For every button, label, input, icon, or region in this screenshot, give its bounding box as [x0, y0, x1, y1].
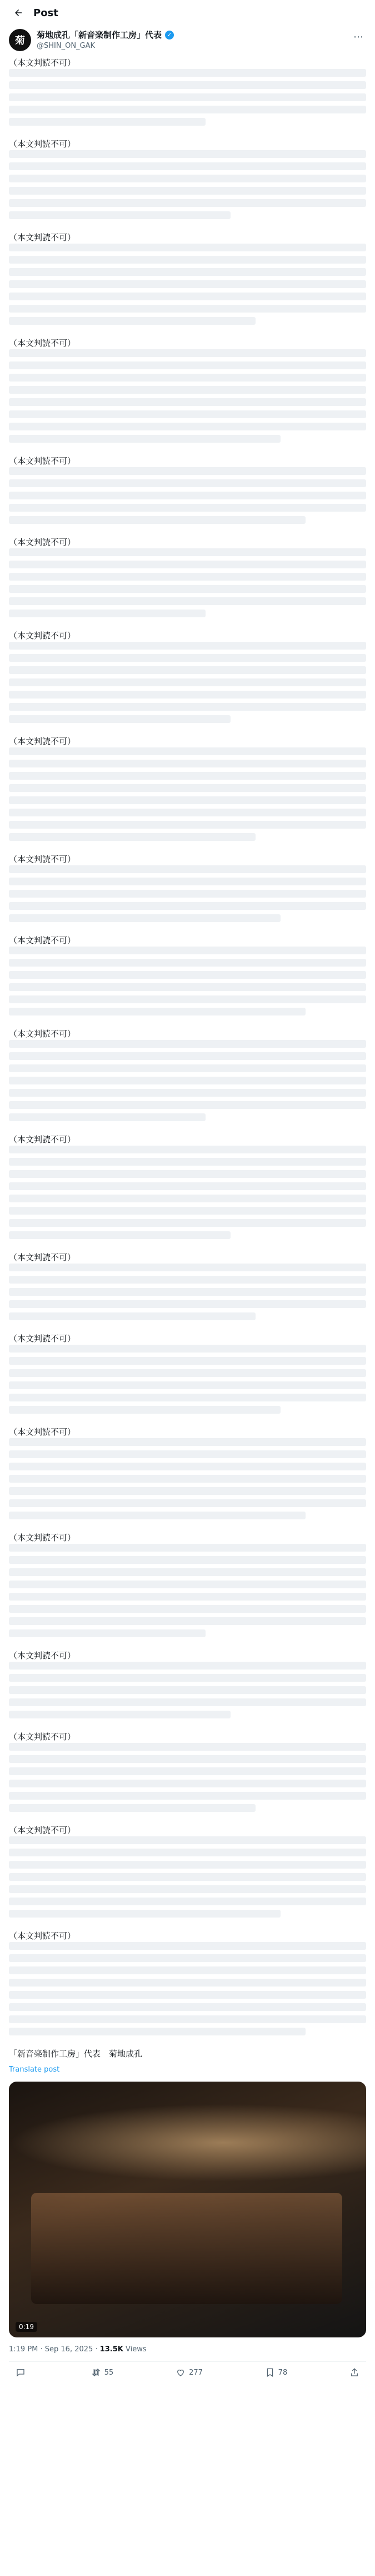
post-paragraph-text: （本文判読不可）	[9, 139, 76, 149]
text-line-placeholder	[9, 1991, 366, 1999]
text-line-placeholder	[9, 1849, 366, 1856]
views-label: Views	[126, 2345, 147, 2354]
text-line-placeholder	[9, 1954, 366, 1962]
post-paragraph-text: （本文判読不可）	[9, 232, 76, 242]
text-line-placeholder	[9, 2015, 366, 2023]
text-line-placeholder	[9, 1113, 206, 1121]
page-title: Post	[33, 7, 58, 19]
text-line-placeholder	[9, 361, 366, 369]
text-line-placeholder	[9, 678, 366, 686]
text-line-placeholder	[9, 2003, 366, 2011]
like-count: 277	[189, 2368, 203, 2377]
text-line-placeholder	[9, 280, 366, 288]
text-line-placeholder	[9, 666, 366, 674]
post-paragraph	[9, 1532, 366, 1637]
text-line-placeholder	[9, 1617, 366, 1625]
text-line-placeholder	[9, 1158, 366, 1166]
video-scene	[31, 2193, 342, 2304]
text-line-placeholder	[9, 1487, 366, 1495]
text-line-placeholder	[9, 1861, 366, 1869]
verified-badge-icon: ✓	[165, 31, 174, 39]
text-line-placeholder	[9, 162, 366, 170]
text-line-placeholder	[9, 1288, 366, 1296]
repost-count: 55	[104, 2368, 114, 2377]
text-line-placeholder	[9, 1369, 366, 1377]
text-line-placeholder	[9, 1264, 366, 1271]
text-line-placeholder	[9, 293, 366, 300]
repost-icon	[91, 2367, 101, 2377]
text-line-placeholder	[9, 1357, 366, 1365]
text-line-placeholder	[9, 150, 366, 158]
text-line-placeholder	[9, 784, 366, 792]
bookmark-count: 78	[278, 2368, 288, 2377]
text-line-placeholder	[9, 1605, 366, 1613]
text-line-placeholder	[9, 504, 366, 512]
post-paragraph-text: （本文判読不可）	[9, 58, 76, 68]
text-line-placeholder	[9, 1593, 366, 1601]
text-line-placeholder	[9, 585, 366, 593]
display-name[interactable]: 菊地成孔「新音楽制作工房」代表	[37, 30, 162, 40]
text-line-placeholder	[9, 175, 366, 182]
text-line-placeholder	[9, 1300, 366, 1308]
post-paragraph	[9, 337, 366, 443]
post-timestamp[interactable]: 1:19 PM · Sep 16, 2025	[9, 2345, 93, 2354]
post-paragraph-text: （本文判読不可）	[9, 1732, 76, 1742]
text-line-placeholder	[9, 914, 281, 922]
text-line-placeholder	[9, 1755, 366, 1763]
text-line-placeholder	[9, 1942, 366, 1950]
author-row	[0, 26, 375, 51]
text-line-placeholder	[9, 548, 366, 556]
text-line-placeholder	[9, 199, 366, 207]
text-line-placeholder	[9, 747, 366, 755]
post-paragraph-text: （本文判読不可）	[9, 631, 76, 641]
author-names	[37, 29, 351, 50]
text-line-placeholder	[9, 1231, 231, 1239]
heart-icon	[176, 2367, 186, 2377]
text-line-placeholder	[9, 305, 366, 313]
text-line-placeholder	[9, 691, 366, 699]
post-paragraph	[9, 138, 366, 219]
post-paragraph-text: （本文判読不可）	[9, 1651, 76, 1661]
text-line-placeholder	[9, 878, 366, 885]
text-line-placeholder	[9, 1873, 366, 1881]
post-signature: 「新音楽制作工房」代表 菊地成孔	[9, 2049, 143, 2059]
text-line-placeholder	[9, 1885, 366, 1893]
text-line-placeholder	[9, 1052, 366, 1060]
text-line-placeholder	[9, 256, 366, 264]
post-paragraph	[9, 1649, 366, 1718]
text-line-placeholder	[9, 1146, 366, 1153]
post-paragraph	[9, 853, 366, 922]
text-line-placeholder	[9, 1556, 366, 1564]
text-line-placeholder	[9, 902, 366, 910]
text-line-placeholder	[9, 1662, 366, 1670]
text-line-placeholder	[9, 1581, 366, 1588]
post-paragraph	[9, 1133, 366, 1239]
post-paragraph	[9, 735, 366, 841]
post-paragraph	[9, 1251, 366, 1320]
text-line-placeholder	[9, 2028, 306, 2035]
text-line-placeholder	[9, 398, 366, 406]
text-line-placeholder	[9, 959, 366, 967]
video-player[interactable]	[9, 2082, 366, 2337]
text-line-placeholder	[9, 410, 366, 418]
bookmark-icon	[265, 2367, 275, 2377]
text-line-placeholder	[9, 1780, 366, 1787]
text-line-placeholder	[9, 1345, 366, 1353]
text-line-placeholder	[9, 317, 256, 325]
repost-button[interactable]	[91, 2367, 114, 2377]
text-line-placeholder	[9, 995, 366, 1003]
text-line-placeholder	[9, 81, 366, 89]
meta-separator: ·	[95, 2345, 100, 2354]
text-line-placeholder	[9, 1040, 366, 1048]
text-line-placeholder	[9, 435, 281, 443]
text-line-placeholder	[9, 796, 366, 804]
text-line-placeholder	[9, 467, 366, 475]
text-line-placeholder	[9, 423, 366, 430]
text-line-placeholder	[9, 1698, 366, 1706]
post-paragraph-text: （本文判読不可）	[9, 854, 76, 864]
text-line-placeholder	[9, 573, 366, 581]
text-line-placeholder	[9, 1674, 366, 1682]
video-duration: 0:19	[16, 2322, 37, 2332]
display-name-line	[37, 29, 351, 41]
back-button[interactable]	[9, 3, 28, 22]
top-bar	[0, 0, 375, 26]
text-line-placeholder	[9, 1743, 366, 1751]
text-line-placeholder	[9, 374, 366, 382]
text-line-placeholder	[9, 971, 366, 979]
text-line-placeholder	[9, 809, 366, 816]
text-line-placeholder	[9, 1463, 366, 1470]
text-line-placeholder	[9, 1008, 306, 1015]
post-paragraph-text: （本文判読不可）	[9, 1931, 76, 1941]
text-line-placeholder	[9, 983, 366, 991]
text-line-placeholder	[9, 93, 366, 101]
text-line-placeholder	[9, 947, 366, 954]
text-line-placeholder	[9, 610, 206, 617]
post-paragraph	[9, 455, 366, 524]
post-paragraph-text: （本文判読不可）	[9, 338, 76, 348]
post-paragraph-text: （本文判読不可）	[9, 1135, 76, 1145]
share-icon	[349, 2367, 359, 2377]
post-paragraph-text: （本文判読不可）	[9, 1533, 76, 1543]
text-line-placeholder	[9, 349, 366, 357]
text-line-placeholder	[9, 1544, 366, 1552]
post-body	[0, 51, 375, 2074]
video-scene	[9, 2104, 366, 2182]
text-line-placeholder	[9, 1767, 366, 1775]
text-line-placeholder	[9, 597, 366, 605]
post-paragraph	[9, 1028, 366, 1121]
post-paragraph	[9, 536, 366, 617]
post-meta	[0, 2337, 375, 2354]
text-line-placeholder	[9, 1910, 281, 1918]
text-line-placeholder	[9, 1276, 366, 1284]
text-line-placeholder	[9, 1568, 366, 1576]
text-line-placeholder	[9, 865, 366, 873]
text-line-placeholder	[9, 703, 366, 711]
post-paragraph-text: （本文判読不可）	[9, 1252, 76, 1262]
post-paragraph-text: （本文判読不可）	[9, 1029, 76, 1039]
text-line-placeholder	[9, 1406, 281, 1414]
text-line-placeholder	[9, 772, 366, 780]
text-line-placeholder	[9, 561, 366, 568]
post-paragraph	[9, 57, 366, 126]
action-bar	[0, 2362, 375, 2383]
text-line-placeholder	[9, 1182, 366, 1190]
post-paragraph	[9, 1332, 366, 1414]
text-line-placeholder	[9, 1979, 366, 1987]
text-line-placeholder	[9, 715, 231, 723]
arrow-left-icon	[13, 8, 23, 18]
text-line-placeholder	[9, 492, 366, 499]
post-paragraph	[9, 1824, 366, 1918]
post-paragraph-text: （本文判読不可）	[9, 1825, 76, 1835]
text-line-placeholder	[9, 833, 256, 841]
view-count: 13.5K	[99, 2345, 123, 2354]
text-line-placeholder	[9, 760, 366, 767]
text-line-placeholder	[9, 821, 366, 829]
text-line-placeholder	[9, 1629, 206, 1637]
text-line-placeholder	[9, 654, 366, 662]
text-line-placeholder	[9, 1195, 366, 1202]
post-paragraphs	[9, 57, 366, 2035]
text-line-placeholder	[9, 106, 366, 113]
post-paragraph-text: （本文判読不可）	[9, 1427, 76, 1437]
text-line-placeholder	[9, 268, 366, 276]
post-paragraph-text: （本文判読不可）	[9, 456, 76, 466]
text-line-placeholder	[9, 69, 366, 77]
post-paragraph	[9, 630, 366, 723]
text-line-placeholder	[9, 1792, 366, 1800]
text-line-placeholder	[9, 1207, 366, 1215]
post-paragraph	[9, 934, 366, 1015]
post-paragraph	[9, 1731, 366, 1812]
post-paragraph-text: （本文判読不可）	[9, 537, 76, 547]
text-line-placeholder	[9, 1475, 366, 1483]
text-line-placeholder	[9, 1804, 256, 1812]
text-line-placeholder	[9, 244, 366, 251]
text-line-placeholder	[9, 1512, 306, 1519]
text-line-placeholder	[9, 1077, 366, 1084]
bookmark-button[interactable]	[265, 2367, 288, 2377]
text-line-placeholder	[9, 1381, 366, 1389]
text-line-placeholder	[9, 386, 366, 394]
text-line-placeholder	[9, 1101, 366, 1109]
text-line-placeholder	[9, 1711, 231, 1718]
text-line-placeholder	[9, 1499, 366, 1507]
text-line-placeholder	[9, 1438, 366, 1446]
like-button[interactable]	[176, 2367, 203, 2377]
translate-link[interactable]: Translate post	[9, 2065, 60, 2074]
author-handle[interactable]: @SHIN_ON_GAK	[37, 42, 96, 50]
reply-button[interactable]	[16, 2367, 29, 2377]
more-options-icon[interactable]: ⋯	[353, 31, 363, 43]
text-line-placeholder	[9, 516, 306, 524]
post-paragraph	[9, 1426, 366, 1519]
text-line-placeholder	[9, 1312, 256, 1320]
post-paragraph	[9, 231, 366, 325]
post-paragraph	[9, 1930, 366, 2035]
text-line-placeholder	[9, 1170, 366, 1178]
text-line-placeholder	[9, 1898, 366, 1905]
text-line-placeholder	[9, 479, 366, 487]
text-line-placeholder	[9, 118, 206, 126]
post-paragraph-text: （本文判読不可）	[9, 736, 76, 746]
text-line-placeholder	[9, 1686, 366, 1694]
post-paragraph-text: （本文判読不可）	[9, 1334, 76, 1344]
text-line-placeholder	[9, 211, 231, 219]
avatar[interactable]: 菊	[9, 29, 31, 51]
text-line-placeholder	[9, 1064, 366, 1072]
text-line-placeholder	[9, 1966, 366, 1974]
text-line-placeholder	[9, 890, 366, 898]
text-line-placeholder	[9, 1394, 366, 1401]
reply-icon	[16, 2367, 26, 2377]
share-button[interactable]	[349, 2367, 359, 2377]
text-line-placeholder	[9, 1089, 366, 1097]
text-line-placeholder	[9, 1219, 366, 1227]
text-line-placeholder	[9, 187, 366, 195]
post-paragraph-text: （本文判読不可）	[9, 935, 76, 945]
text-line-placeholder	[9, 642, 366, 650]
text-line-placeholder	[9, 1450, 366, 1458]
text-line-placeholder	[9, 1836, 366, 1844]
